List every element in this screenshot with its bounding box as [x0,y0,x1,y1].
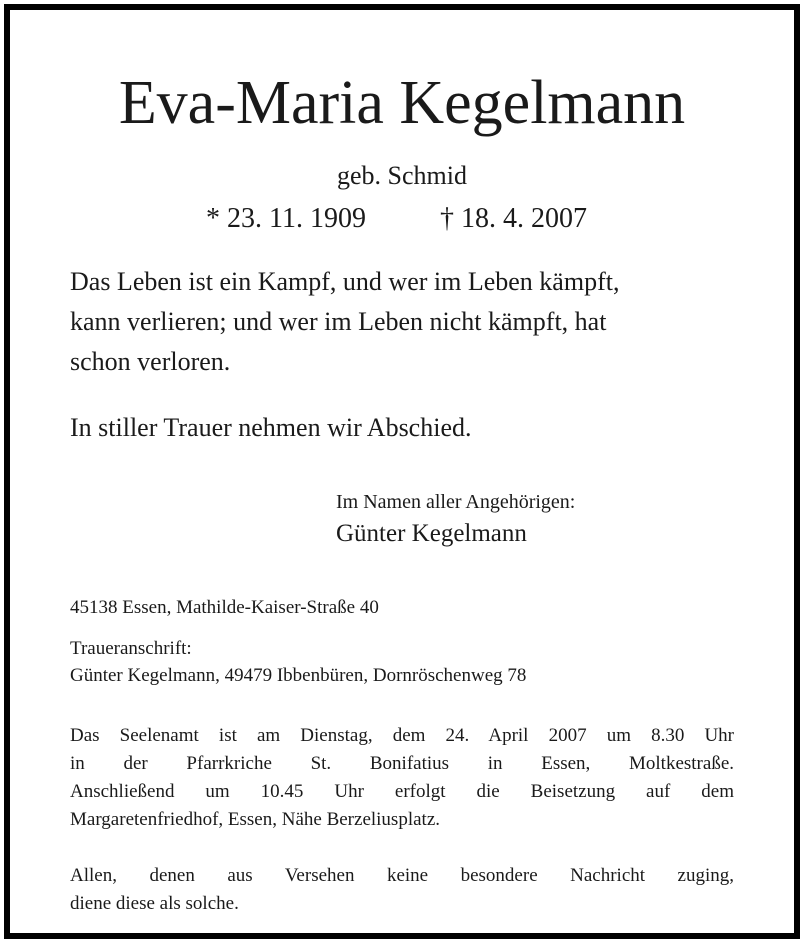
closing-line: Allen, denen aus Versehen keine besondere Nachricht zuging, [70,865,734,886]
obituary-notice [4,4,800,939]
death-date: † 18. 4. 2007 [440,203,587,234]
on-behalf-label: Im Namen aller Angehörigen: [336,491,576,513]
service-line: Margaretenfriedhof, Essen, Nähe Berzeliusplatz. [70,809,440,830]
memorial-quote [70,262,740,382]
maiden-name: geb. Schmid [337,161,467,190]
service-line: Anschließend um 10.45 Uhr erfolgt die Beisetzung auf dem [70,781,734,802]
signer-name: Günter Kegelmann [336,520,527,547]
service-line: in der Pfarrkriche St. Bonifatius in Essen, Moltkestraße. [70,753,734,774]
mourning-address: Günter Kegelmann, 49479 Ibbenbüren, Dornröschenweg 78 [70,665,527,686]
quote-line: kann verlieren; und wer im Leben nicht kämpft, hat [70,307,607,336]
quote-line: Das Leben ist ein Kampf, und wer im Leben kämpft, [70,267,620,296]
service-details [70,722,734,834]
service-line: Das Seelenamt ist am Dienstag, dem 24. April 2007 um 8.30 Uhr [70,725,734,746]
residence-address: 45138 Essen, Mathilde-Kaiser-Straße 40 [70,597,379,618]
mourning-address-label: Traueranschrift: [70,638,192,659]
closing-line: diene diese als solche. [70,893,239,914]
closing-note [70,862,734,918]
mourning-line: In stiller Trauer nehmen wir Abschied. [70,413,472,442]
quote-line: schon verloren. [70,347,231,376]
deceased-name: Eva-Maria Kegelmann [118,69,686,137]
birth-date: * 23. 11. 1909 [206,203,366,234]
